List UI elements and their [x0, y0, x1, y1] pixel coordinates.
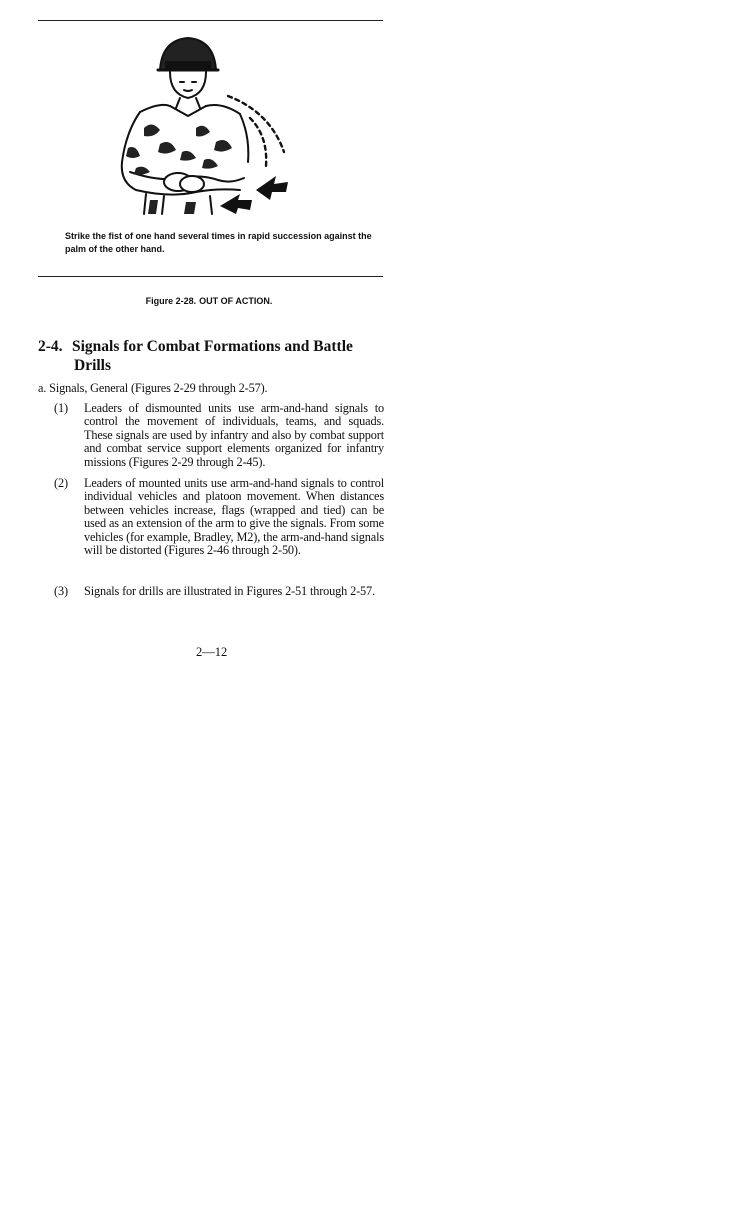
section-number: 2-4.	[38, 338, 63, 355]
item-text: Signals for drills are illustrated in Figures 2-51 through 2-57.	[84, 584, 375, 598]
item-number: (2)	[54, 476, 68, 490]
item-text: Leaders of mounted units use arm-and-hand signals to control individual vehicles and platoon movement. When distances between vehicles increase, flags (wrapped and tied) can be used as an extension of the arm to give the signals. From some vehicles (for example, Bradley, M2), the arm-and-hand signals will be distorted (Figures 2-46 through 2-50).	[84, 476, 384, 558]
section-title-line1: Signals for Combat Formations and Battle	[72, 338, 353, 355]
bottom-rule	[38, 276, 383, 277]
paragraph-a: a. Signals, General (Figures 2-29 through 2-57).	[38, 381, 268, 395]
figure-title: OUT OF ACTION.	[199, 296, 273, 306]
section-heading	[38, 337, 388, 375]
list-item	[54, 402, 384, 469]
item-number: (1)	[54, 401, 68, 415]
soldier-out-of-action-illustration	[100, 32, 300, 217]
figure-label	[38, 296, 383, 306]
section-title-line2: Drills	[74, 357, 112, 374]
figure-number: Figure 2-28.	[145, 296, 197, 306]
item-text: Leaders of dismounted units use arm-and-hand signals to control the movement of individuals, teams, and squads. These signals are used by infantry and also by combat support and combat service support elements organized for infantry missions (Figures 2-29 through 2-45).	[84, 401, 384, 469]
figure-caption: Strike the fist of one hand several times in rapid succession against the palm of the other hand.	[65, 231, 372, 254]
page-number: 2—12	[196, 645, 228, 659]
item-number: (3)	[54, 584, 68, 598]
top-rule	[38, 20, 383, 21]
list-item	[54, 477, 384, 557]
list-item	[54, 585, 384, 598]
